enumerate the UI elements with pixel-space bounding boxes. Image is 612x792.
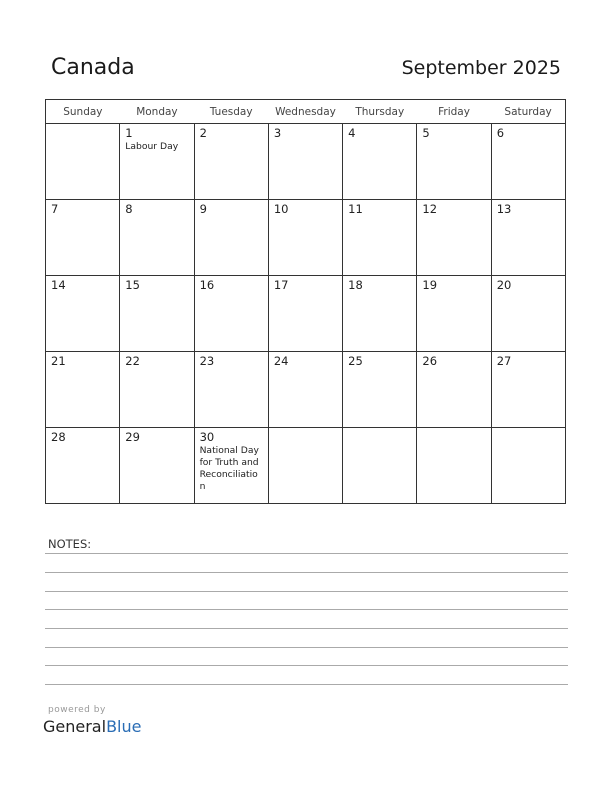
weekday-header-row bbox=[46, 100, 566, 124]
logo-text-blue: Blue bbox=[106, 717, 142, 736]
day-cell bbox=[194, 200, 268, 276]
day-number: 12 bbox=[422, 202, 438, 216]
day-cell bbox=[491, 428, 565, 504]
day-cell bbox=[194, 276, 268, 352]
day-number: 3 bbox=[273, 126, 282, 140]
day-cell bbox=[417, 352, 491, 428]
day-cell bbox=[491, 200, 565, 276]
day-cell bbox=[343, 276, 417, 352]
day-cell bbox=[120, 352, 194, 428]
note-line bbox=[45, 553, 568, 554]
day-cell bbox=[268, 428, 342, 504]
country-title: Canada bbox=[51, 55, 135, 80]
note-line bbox=[45, 609, 568, 610]
day-number: 4 bbox=[348, 126, 356, 140]
day-cell bbox=[46, 352, 120, 428]
day-cell bbox=[417, 276, 491, 352]
logo-text-general: General bbox=[43, 717, 107, 736]
day-cell bbox=[491, 124, 565, 200]
day-number: 17 bbox=[273, 278, 289, 292]
generalblue-logo[interactable] bbox=[43, 717, 141, 736]
weekday-header: Sunday bbox=[46, 100, 120, 124]
day-cell bbox=[120, 276, 194, 352]
day-number: 22 bbox=[125, 354, 140, 368]
day-number: 5 bbox=[422, 126, 430, 140]
day-cell bbox=[46, 124, 120, 200]
day-cell bbox=[268, 352, 342, 428]
day-number: 26 bbox=[422, 354, 438, 368]
note-line bbox=[45, 572, 568, 573]
day-cell bbox=[343, 352, 417, 428]
day-cell bbox=[120, 124, 194, 200]
day-cell bbox=[417, 200, 491, 276]
day-number: 13 bbox=[496, 202, 512, 216]
day-number: 6 bbox=[496, 126, 505, 140]
day-number: 29 bbox=[125, 430, 140, 444]
week-row bbox=[46, 352, 566, 428]
day-number: 2 bbox=[199, 126, 207, 140]
day-number: 30 bbox=[199, 430, 215, 444]
day-number: 24 bbox=[273, 354, 289, 368]
weekday-header: Tuesday bbox=[194, 100, 268, 124]
day-number: 14 bbox=[51, 278, 66, 292]
weekday-header: Monday bbox=[120, 100, 194, 124]
day-number: 10 bbox=[273, 202, 289, 216]
note-line bbox=[45, 665, 568, 666]
day-number: 7 bbox=[51, 202, 59, 216]
day-number: 11 bbox=[348, 202, 363, 216]
day-cell bbox=[491, 352, 565, 428]
day-number: 20 bbox=[496, 278, 512, 292]
note-line bbox=[45, 628, 568, 629]
day-cell bbox=[417, 428, 491, 504]
notes-label: NOTES: bbox=[48, 537, 92, 551]
note-line bbox=[45, 684, 568, 685]
day-cell bbox=[268, 124, 342, 200]
note-line bbox=[45, 591, 568, 592]
holiday-label: National Day for Truth and Reconciliation bbox=[199, 445, 259, 492]
day-cell bbox=[268, 200, 342, 276]
day-cell bbox=[491, 276, 565, 352]
calendar-grid bbox=[45, 99, 566, 504]
week-row bbox=[46, 124, 566, 200]
weekday-header: Friday bbox=[417, 100, 491, 124]
day-cell bbox=[194, 428, 268, 504]
week-row bbox=[46, 428, 566, 504]
week-row bbox=[46, 276, 566, 352]
day-cell bbox=[46, 276, 120, 352]
day-number: 28 bbox=[51, 430, 66, 444]
day-number: 25 bbox=[348, 354, 363, 368]
day-cell bbox=[343, 200, 417, 276]
day-cell bbox=[343, 428, 417, 504]
weekday-header: Saturday bbox=[491, 100, 565, 124]
day-number: 23 bbox=[199, 354, 215, 368]
day-cell bbox=[343, 124, 417, 200]
day-number: 27 bbox=[496, 354, 512, 368]
month-year-title: September 2025 bbox=[401, 57, 561, 79]
holiday-label: Labour Day bbox=[125, 141, 179, 152]
week-row bbox=[46, 200, 566, 276]
powered-by-text: powered by bbox=[48, 705, 106, 715]
day-number: 19 bbox=[422, 278, 438, 292]
day-cell bbox=[417, 124, 491, 200]
day-cell bbox=[120, 428, 194, 504]
day-number: 18 bbox=[348, 278, 363, 292]
day-cell bbox=[268, 276, 342, 352]
weekday-header: Thursday bbox=[343, 100, 417, 124]
day-number: 15 bbox=[125, 278, 140, 292]
day-number: 1 bbox=[125, 126, 133, 140]
day-number: 21 bbox=[51, 354, 66, 368]
weekday-header: Wednesday bbox=[268, 100, 342, 124]
day-cell bbox=[194, 124, 268, 200]
day-number: 8 bbox=[125, 202, 133, 216]
day-cell bbox=[194, 352, 268, 428]
day-cell bbox=[46, 428, 120, 504]
day-cell bbox=[46, 200, 120, 276]
note-line bbox=[45, 647, 568, 648]
day-number: 16 bbox=[199, 278, 215, 292]
day-number: 9 bbox=[199, 202, 207, 216]
day-cell bbox=[120, 200, 194, 276]
